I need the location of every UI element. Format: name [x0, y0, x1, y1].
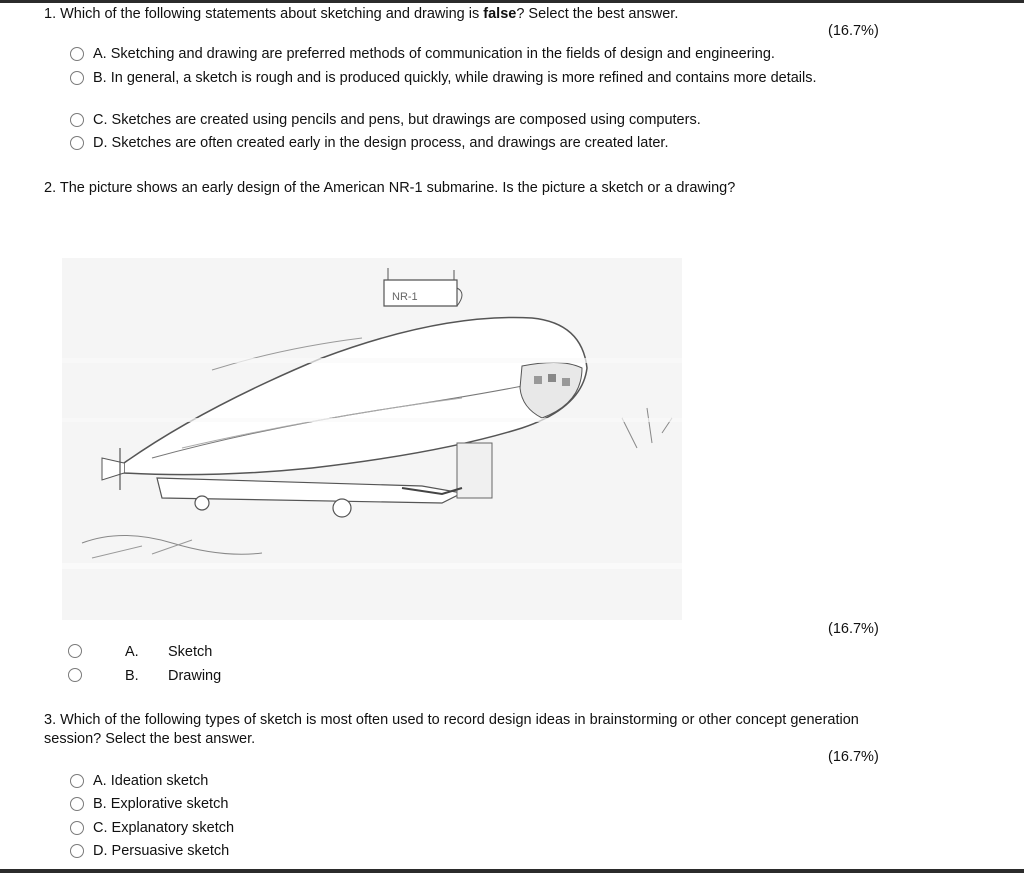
question-1-number: 1. — [44, 6, 57, 22]
option-letter: A. — [125, 644, 139, 660]
radio-button[interactable] — [68, 668, 82, 682]
option-label: D. Persuasive sketch — [93, 843, 230, 859]
submarine-sketch-svg — [62, 258, 682, 620]
option-label: C. Explanatory sketch — [93, 820, 235, 836]
radio-button[interactable] — [70, 821, 84, 835]
question-1-option-a[interactable] — [70, 45, 775, 64]
option-label: Drawing — [168, 668, 222, 684]
submarine-sketch-image — [62, 258, 682, 620]
question-3-option-b[interactable] — [70, 795, 228, 814]
radio-button[interactable] — [70, 774, 84, 788]
question-1-option-d[interactable] — [70, 134, 669, 153]
top-border — [0, 0, 1024, 3]
radio-button[interactable] — [70, 136, 84, 150]
radio-button[interactable] — [70, 797, 84, 811]
option-label: D. Sketches are often created early in the design process, and drawings are created later. — [93, 135, 669, 151]
question-3-prompt: Which of the following types of sketch is most often used to record design ideas in brainstorming or other concept generation session? Select the best answer. — [44, 712, 859, 747]
question-3-option-a[interactable] — [70, 772, 208, 791]
question-3-option-c[interactable] — [70, 819, 234, 838]
option-label: B. Explorative sketch — [93, 796, 229, 812]
question-3-number: 3. — [44, 712, 57, 728]
radio-button[interactable] — [70, 113, 84, 127]
question-2-number: 2. — [44, 180, 57, 196]
option-letter: B. — [125, 668, 139, 684]
option-label: C. Sketches are created using pencils and pens, but drawings are composed using computers. — [93, 112, 701, 128]
option-label: B. In general, a sketch is rough and is produced quickly, while drawing is more refined and contains more details. — [93, 70, 817, 86]
question-2-text — [44, 179, 735, 198]
question-1-option-b[interactable] — [70, 69, 835, 88]
question-1-prompt-start: Which of the following statements about sketching and drawing is — [60, 6, 484, 22]
option-label: Sketch — [168, 644, 213, 660]
bottom-border — [0, 869, 1024, 873]
question-2-weight: (16.7%) — [828, 621, 879, 637]
option-label: A. Sketching and drawing are preferred methods of communication in the fields of design and engineering. — [93, 46, 775, 62]
submarine-hull-label: NR-1 — [392, 291, 418, 303]
question-3-text — [44, 711, 864, 749]
question-1-option-c[interactable] — [70, 111, 701, 130]
question-1-text — [44, 5, 678, 24]
option-label: A. Ideation sketch — [93, 773, 209, 789]
question-2-prompt: The picture shows an early design of the American NR-1 submarine. Is the picture a sketch or a drawing? — [59, 180, 736, 196]
radio-button[interactable] — [68, 644, 82, 658]
question-1-prompt-bold: false — [483, 6, 517, 22]
radio-button[interactable] — [70, 844, 84, 858]
question-3-weight: (16.7%) — [828, 749, 879, 765]
radio-button[interactable] — [70, 71, 84, 85]
radio-button[interactable] — [70, 47, 84, 61]
question-1-prompt-end: ? Select the best answer. — [516, 6, 679, 22]
question-3-option-d[interactable] — [70, 842, 229, 861]
question-1-weight: (16.7%) — [828, 23, 879, 39]
